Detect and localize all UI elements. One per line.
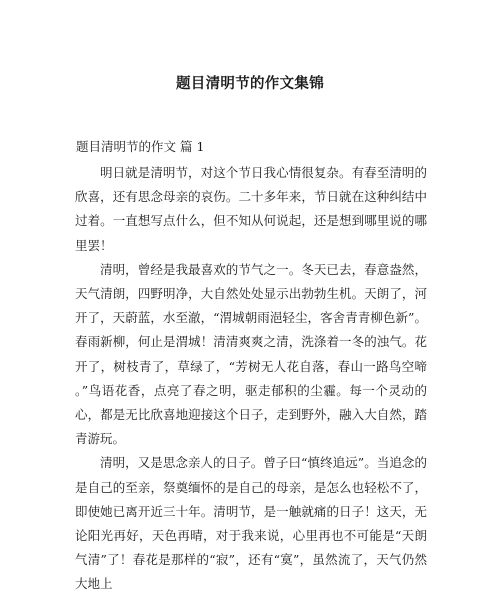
paragraph: 清明，曾经是我最喜欢的节气之一。冬天已去，春意盎然，天气清朗，四野明净，大自然处处显示出勃勃生机。天朗了，河开了，天蔚蓝，水至澈，“渭城朝雨浥轻尘，客舍青青柳色新”。春雨新柳，何止是渭城！清清爽爽之清，洗涤着一冬的浊气。花开了，树枝青了，草绿了，“芳树无人花自落，春山一路鸟空啼 。”鸟语花香，点亮了春之明，驱走郁积的尘霾。每一个灵动的心，都是无比欣喜地迎接这个日子，走到野外，融入大自然，踏青游玩。 bbox=[75, 261, 427, 447]
paragraph: 清明，又是思念亲人的日子。曾子曰“慎终追远”。当追念的是自己的至亲，祭奠缅怀的是自己的母亲，是怎么也轻松不了，即使她已离开近三十年。清明节，是一触就痛的日子！这天，无论阳光再好，天色再晴，对于我来说，心里再也不可能是“天朗气清”了！春花是那样的“寂”，还有“寞”，虽然流了，天气仍然大地上 bbox=[75, 455, 427, 592]
paragraph: 明日就是清明节，对这个节日我心情很复杂。有春至清明的欣喜，还有思念母亲的哀伤。二十多年来，节日就在这种纠结中过着。一直想写点什么，但不知从何说起，还是想到哪里说的哪里罢！ bbox=[75, 165, 427, 253]
document-body bbox=[75, 161, 427, 597]
section-title: 题目清明节的作文 篇 1 bbox=[76, 139, 205, 154]
document-title: 题目清明节的作文集锦 bbox=[176, 76, 324, 92]
